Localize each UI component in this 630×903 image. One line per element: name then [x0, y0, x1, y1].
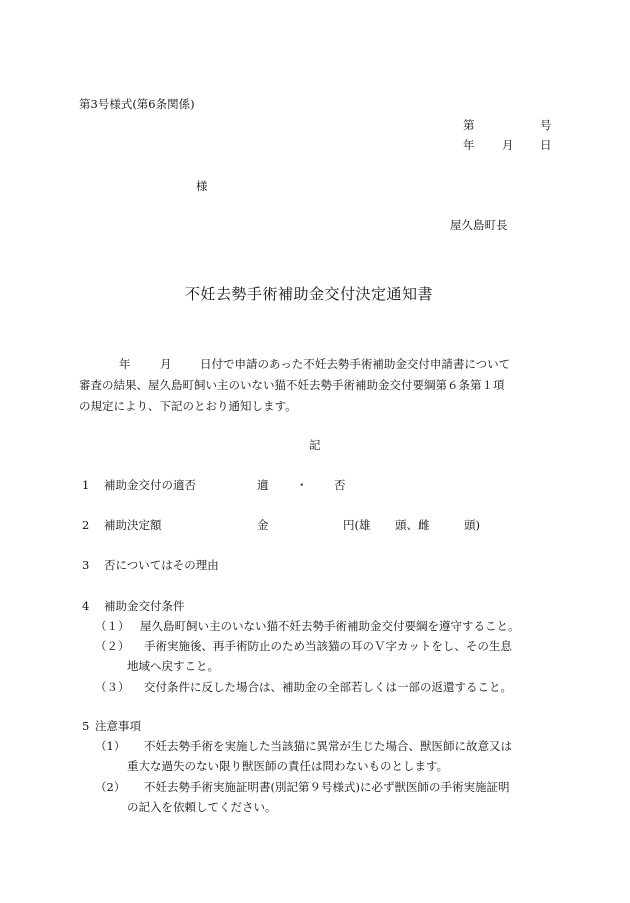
item2-kin: 金 [257, 518, 269, 532]
item1-number: 1 [82, 478, 90, 492]
form-label: 第3号様式(第6条関係) [79, 97, 195, 111]
item1-label: 補助金交付の適否 [104, 478, 196, 492]
item4-condition2-text2: 地域へ戻すこと。 [127, 659, 219, 673]
item5-note2-number: （2） [95, 780, 126, 794]
recipient-honorific: 様 [196, 179, 208, 193]
date-month: 月 [502, 138, 514, 152]
item5-label: 注意事項 [95, 719, 141, 733]
item2-number: 2 [82, 518, 90, 532]
issuer: 屋久島町長 [450, 218, 508, 232]
item4-label: 補助金交付条件 [104, 599, 185, 613]
item2-label: 補助決定額 [104, 518, 162, 532]
number-suffix: 号 [540, 118, 552, 132]
item2-head-female: 頭、雌 [395, 518, 430, 532]
item4-condition2-number: （２） [95, 639, 130, 653]
item1-option-no: 否 [334, 478, 346, 492]
item4-condition3-text: 交付条件に反した場合は、補助金の全部若しくは一部の返還すること。 [144, 680, 512, 694]
item4-condition3-number: （３） [95, 680, 130, 694]
body-line1: 日付で申請のあった不妊去勢手術補助金交付申請書について [200, 357, 511, 371]
item2-yen-male: 円(雄 [343, 518, 371, 532]
item1-option-yes: 適 [257, 478, 269, 492]
date-year: 年 [463, 138, 475, 152]
item5-note2-text1: 不妊去勢手術実施証明書(別記第９号様式)に必ず獣医師の手術実施証明 [144, 780, 510, 794]
item5-note1-text1: 不妊去勢手術を実施した当該猫に異常が生じた場合、獣医師に故意又は [144, 739, 512, 753]
item4-condition2-text1: 手術実施後、再手術防止のため当該猫の耳のＶ字カットをし、その生息 [144, 639, 512, 653]
number-prefix: 第 [463, 118, 475, 132]
body-line3: の規定により、下記のとおり通知します。 [79, 399, 297, 413]
body-year: 年 [119, 357, 131, 371]
item5-note2-text2: の記入を依頼してください。 [127, 800, 277, 814]
item5-note1-text2: 重大な過失のない限り獣医師の責任は問わないものとします。 [127, 759, 449, 773]
body-month: 月 [160, 357, 172, 371]
item3-number: 3 [82, 558, 90, 572]
item3-label: 否についてはその理由 [104, 558, 219, 572]
item1-separator: ・ [296, 478, 308, 492]
item4-number: 4 [82, 599, 90, 613]
item4-condition1-number: （１） [95, 619, 130, 633]
document-title: 不妊去勢手術補助金交付決定通知書 [185, 285, 434, 303]
item4-condition1-text: 屋久島町飼い主のいない猫不妊去勢手術補助金交付要綱を遵守すること。 [140, 619, 520, 633]
item5-number: 5 [82, 719, 90, 733]
item5-note1-number: （1） [95, 739, 126, 753]
body-line2: 審査の結果、屋久島町飼い主のいない猫不妊去勢手術補助金交付要綱第６条第１項 [79, 378, 505, 392]
ki-heading: 記 [309, 438, 321, 452]
item2-head-end: 頭) [464, 518, 480, 532]
date-day: 日 [540, 138, 552, 152]
